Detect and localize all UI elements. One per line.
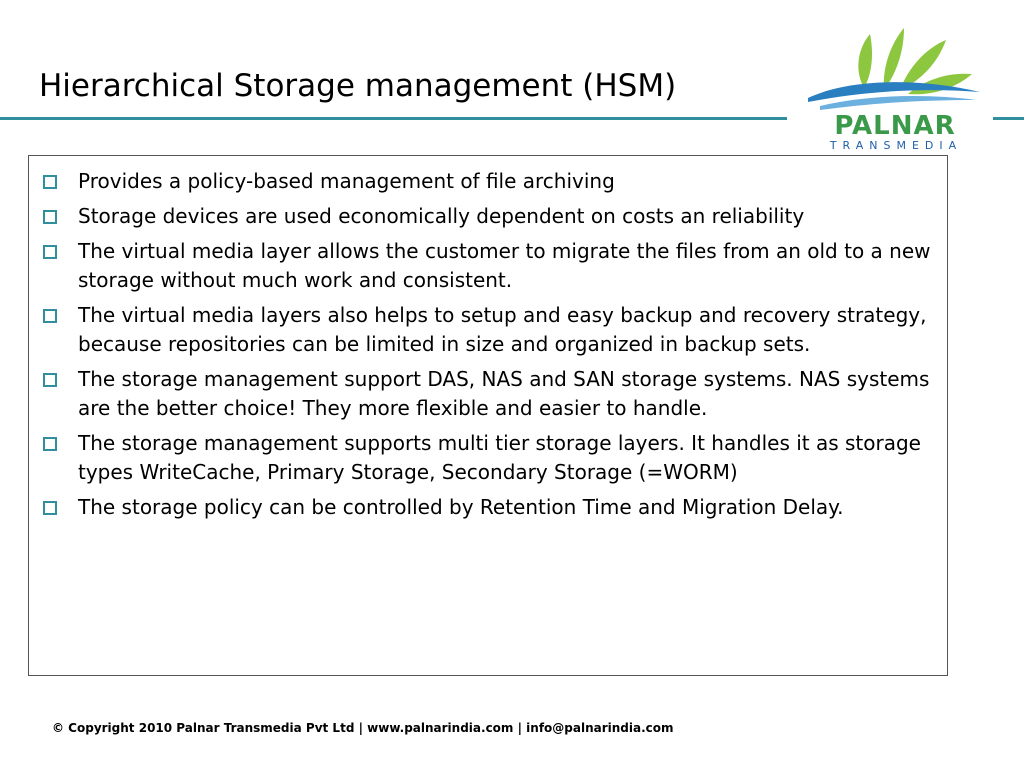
hollow-square-bullet-icon xyxy=(43,373,57,387)
logo-name: PALNAR xyxy=(834,111,956,141)
bullet-text: The storage policy can be controlled by Retention Time and Migration Delay. xyxy=(78,495,844,519)
bullet-item xyxy=(41,493,941,522)
hollow-square-bullet-icon xyxy=(43,501,57,515)
hollow-square-bullet-icon xyxy=(43,245,57,259)
bullet-text: The storage management supports multi tier storage layers. It handles it as storage types WriteCache, Primary Storage, Secondary Storage (=WORM) xyxy=(78,431,921,484)
hollow-square-bullet-icon xyxy=(43,437,57,451)
copyright-footer: © Copyright 2010 Palnar Transmedia Pvt Ltd | www.palnarindia.com | info@palnarindia.com xyxy=(52,721,674,735)
hollow-square-bullet-icon xyxy=(43,210,57,224)
bullet-item xyxy=(41,301,941,359)
bullet-item xyxy=(41,237,941,295)
company-logo xyxy=(800,20,990,152)
slide-title: Hierarchical Storage management (HSM) xyxy=(39,68,677,104)
hollow-square-bullet-icon xyxy=(43,175,57,189)
title-divider-right xyxy=(993,117,1024,120)
hollow-square-bullet-icon xyxy=(43,309,57,323)
logo-leaves-icon xyxy=(800,20,990,116)
title-divider xyxy=(0,117,787,120)
logo-subtitle: TRANSMEDIA xyxy=(829,139,963,152)
bullet-item xyxy=(41,202,941,231)
bullet-text: The storage management support DAS, NAS and SAN storage systems. NAS systems are the better choice! They more flexible and easier to handle. xyxy=(78,367,930,420)
bullet-item xyxy=(41,167,941,196)
bullet-item xyxy=(41,429,941,487)
bullet-text: Storage devices are used economically dependent on costs an reliability xyxy=(78,204,805,228)
bullet-list xyxy=(41,167,941,528)
content-box xyxy=(28,155,948,676)
bullet-text: The virtual media layer allows the customer to migrate the files from an old to a new storage without much work and consistent. xyxy=(78,239,931,292)
bullet-item xyxy=(41,365,941,423)
bullet-text: The virtual media layers also helps to setup and easy backup and recovery strategy, because repositories can be limited in size and organized in backup sets. xyxy=(78,303,927,356)
bullet-text: Provides a policy-based management of file archiving xyxy=(78,169,615,193)
